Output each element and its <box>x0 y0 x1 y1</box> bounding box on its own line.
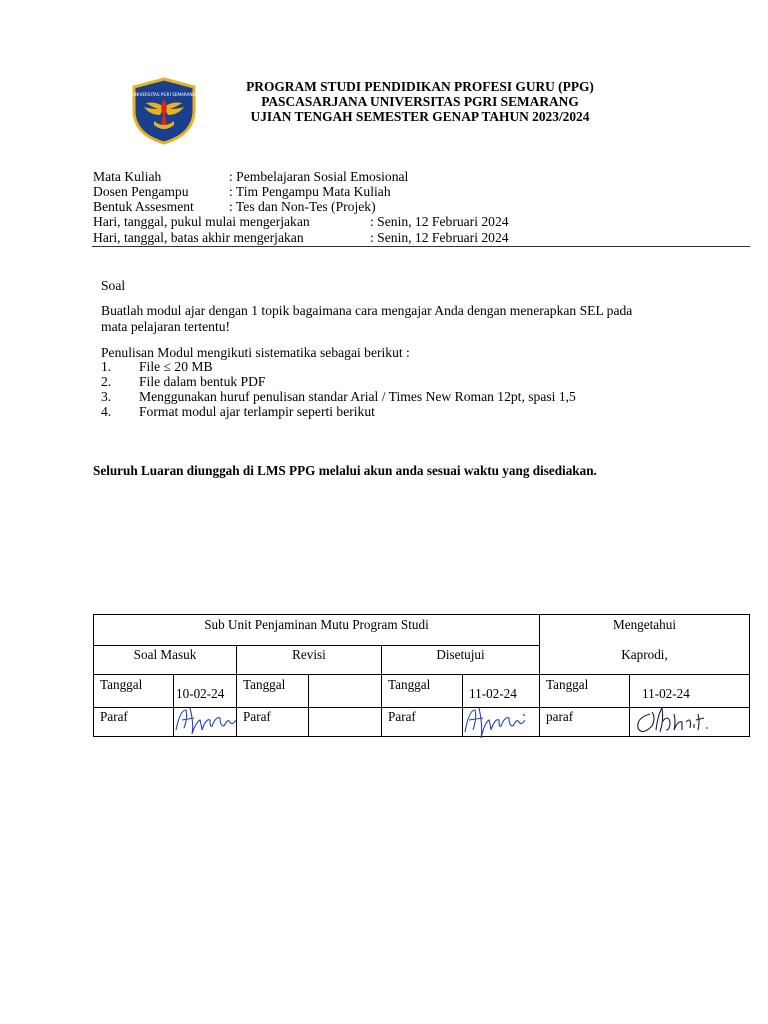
mengetahui-label: Mengetahui <box>613 617 676 632</box>
soal-heading: Soal <box>101 278 126 293</box>
soal-masuk-signature-cell <box>174 708 237 737</box>
institution-title: PASCASARJANA UNIVERSITAS PGRI SEMARANG <box>261 94 579 109</box>
kaprodi-signature-cell <box>630 708 750 737</box>
dosen-value: : Tim Pengampu Mata Kuliah <box>229 184 391 199</box>
paraf-label-kaprodi: paraf <box>540 708 630 737</box>
mengetahui-cell <box>540 615 750 675</box>
kaprodi-date: 11-02-24 <box>630 675 750 708</box>
list-item-number: 3. <box>101 389 112 404</box>
mata-kuliah-label: Mata Kuliah <box>93 169 162 184</box>
revisi-date <box>309 675 382 708</box>
bentuk-value: : Tes dan Non-Tes (Projek) <box>229 199 376 214</box>
list-item-text: Format modul ajar terlampir seperti berikut <box>139 404 375 419</box>
signature-icon <box>459 704 539 740</box>
header-divider <box>92 246 750 247</box>
bentuk-label: Bentuk Assesment <box>93 199 194 214</box>
list-item-text: Menggunakan huruf penulisan standar Arial / Times New Roman 12pt, spasi 1,5 <box>139 389 576 404</box>
signature-icon <box>632 704 722 738</box>
list-item-text: File dalam bentuk PDF <box>139 374 266 389</box>
list-item-number: 2. <box>101 374 112 389</box>
akhir-label: Hari, tanggal, batas akhir mengerjakan <box>93 230 304 245</box>
disetujui-signature-cell <box>463 708 540 737</box>
instruction-line-2: mata pelajaran tertentu! <box>101 319 231 334</box>
list-item-number: 1. <box>101 359 112 374</box>
akhir-value: : Senin, 12 Februari 2024 <box>370 230 509 245</box>
program-title: PROGRAM STUDI PENDIDIKAN PROFESI GURU (PPG) <box>246 79 594 94</box>
tanggal-label: Tanggal <box>237 675 309 708</box>
col-revisi: Revisi <box>237 646 382 675</box>
list-item-text: File ≤ 20 MB <box>139 359 213 374</box>
col-soal-masuk: Soal Masuk <box>94 646 237 675</box>
tanggal-label: Tanggal <box>382 675 463 708</box>
list-item-number: 4. <box>101 404 112 419</box>
upload-note: Seluruh Luaran diunggah di LMS PPG melalui akun anda sesuai waktu yang disediakan. <box>93 463 597 478</box>
mata-kuliah-value: : Pembelajaran Sosial Emosional <box>229 169 409 184</box>
revisi-signature-cell <box>309 708 382 737</box>
signature-table <box>93 614 750 737</box>
paraf-label: Paraf <box>237 708 309 737</box>
disetujui-date: 11-02-24 <box>463 675 540 708</box>
paraf-label: Paraf <box>382 708 463 737</box>
mulai-label: Hari, tanggal, pukul mulai mengerjakan <box>93 214 310 229</box>
kaprodi-label: Kaprodi, <box>621 647 668 662</box>
instruction-line-1: Buatlah modul ajar dengan 1 topik bagaimana cara mengajar Anda dengan menerapkan SEL pada <box>101 303 633 318</box>
university-logo <box>132 77 196 145</box>
logo-text: UNIVERSITAS PGRI SEMARANG <box>132 92 196 97</box>
exam-title: UJIAN TENGAH SEMESTER GENAP TAHUN 2023/2024 <box>250 109 590 124</box>
mulai-value: : Senin, 12 Februari 2024 <box>370 214 509 229</box>
tanggal-label: Tanggal <box>540 675 630 708</box>
signature-icon <box>172 704 238 738</box>
unit-title: Sub Unit Penjaminan Mutu Program Studi <box>94 615 540 646</box>
soal-masuk-date: 10-02-24 <box>174 675 237 708</box>
list-intro: Penulisan Modul mengikuti sistematika sebagai berikut : <box>101 345 410 360</box>
dosen-label: Dosen Pengampu <box>93 184 189 199</box>
col-disetujui: Disetujui <box>382 646 540 675</box>
tanggal-label: Tanggal <box>94 675 174 708</box>
paraf-label: Paraf <box>94 708 174 737</box>
